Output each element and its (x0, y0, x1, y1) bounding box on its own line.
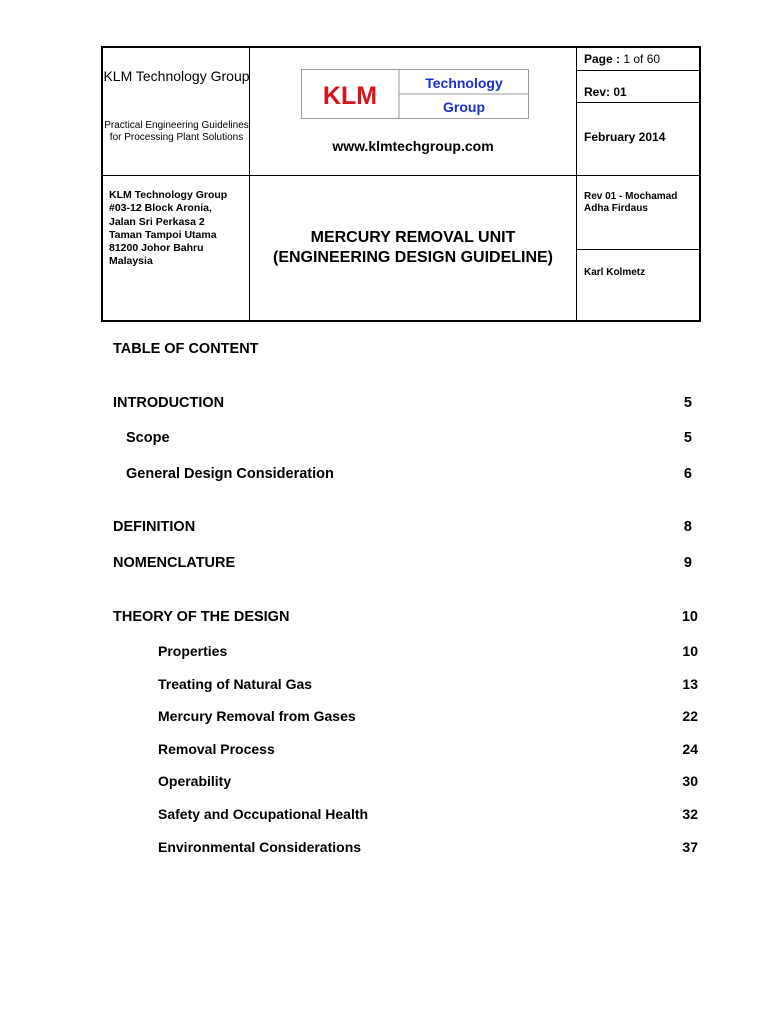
logo-klm-text: KLM (322, 82, 378, 110)
column-divider (576, 48, 577, 320)
toc-entry-label: Properties (158, 643, 228, 659)
toc-entry-label: Safety and Occupational Health (158, 806, 369, 822)
company-tagline: Practical Engineering Guidelines for Processing Plant Solutions (104, 120, 249, 143)
toc-entry-page: 10 (681, 609, 698, 625)
toc-entry-label: INTRODUCTION (113, 395, 225, 411)
klm-logo (301, 69, 529, 119)
toc-entry-label: THEORY OF THE DESIGN (113, 609, 290, 625)
toc-entry-label: Treating of Natural Gas (158, 676, 313, 692)
address-line: Taman Tampoi Utama (109, 228, 217, 241)
logo-technology-text: Technology (425, 75, 503, 91)
row-divider (576, 249, 699, 250)
revision-author (584, 191, 677, 215)
toc-entry-label: Scope (126, 430, 170, 446)
toc-entry-label: Environmental Considerations (158, 839, 362, 855)
title-line: MERCURY REMOVAL UNIT (310, 229, 516, 246)
toc-entry-page: 37 (682, 839, 698, 855)
toc-entry-page: 5 (683, 395, 692, 411)
document-header-table (101, 46, 701, 322)
toc-entry-page: 22 (682, 708, 698, 724)
page-number (584, 52, 660, 66)
toc-entry-page: 5 (683, 430, 692, 446)
address-line: Jalan Sri Perkasa 2 (109, 215, 205, 228)
column-divider (249, 48, 250, 320)
toc-entry-label: Mercury Removal from Gases (158, 708, 356, 724)
revision-author-line: Rev 01 - Mochamad (584, 191, 678, 202)
address-line: #03-12 Block Aronia, (109, 202, 212, 215)
row-divider (103, 175, 699, 176)
document-title (250, 228, 576, 268)
logo-group-text: Group (443, 99, 485, 115)
author-name: Karl Kolmetz (584, 267, 646, 278)
toc-entry-page: 13 (682, 676, 698, 692)
toc-entry-label: DEFINITION (113, 519, 196, 535)
address-line: Malaysia (109, 255, 153, 268)
toc-entry-page: 10 (682, 643, 698, 659)
address-line: KLM Technology Group (109, 189, 228, 201)
toc-entry-page: 6 (683, 466, 692, 482)
title-line: (ENGINEERING DESIGN GUIDELINE) (272, 249, 554, 266)
revision-author-line: Adha Firdaus (584, 203, 648, 214)
company-name: KLM Technology Group (103, 68, 250, 84)
page-value: 1 of 60 (623, 52, 661, 66)
toc-entry-label: NOMENCLATURE (113, 555, 236, 571)
address-line: 81200 Johor Bahru (109, 242, 204, 255)
toc-entry-label: Operability (158, 773, 232, 789)
toc-entry-page: 8 (683, 519, 692, 535)
company-address (109, 189, 249, 269)
toc-entry-page: 30 (682, 773, 698, 789)
toc-heading-text: TABLE OF CONTENT (113, 341, 259, 357)
document-date: February 2014 (584, 130, 666, 144)
revision-number: Rev: 01 (584, 85, 627, 99)
website-link[interactable]: www.klmtechgroup.com (332, 138, 494, 154)
toc-entry-label: General Design Consideration (126, 466, 334, 482)
toc-entry-page: 24 (682, 741, 698, 757)
row-divider (576, 70, 699, 71)
page-label: Page : (584, 52, 621, 66)
toc-entry-label: Removal Process (158, 741, 275, 757)
row-divider (576, 102, 699, 103)
toc-entry-page: 9 (683, 555, 692, 571)
toc-entry-page: 32 (682, 806, 698, 822)
